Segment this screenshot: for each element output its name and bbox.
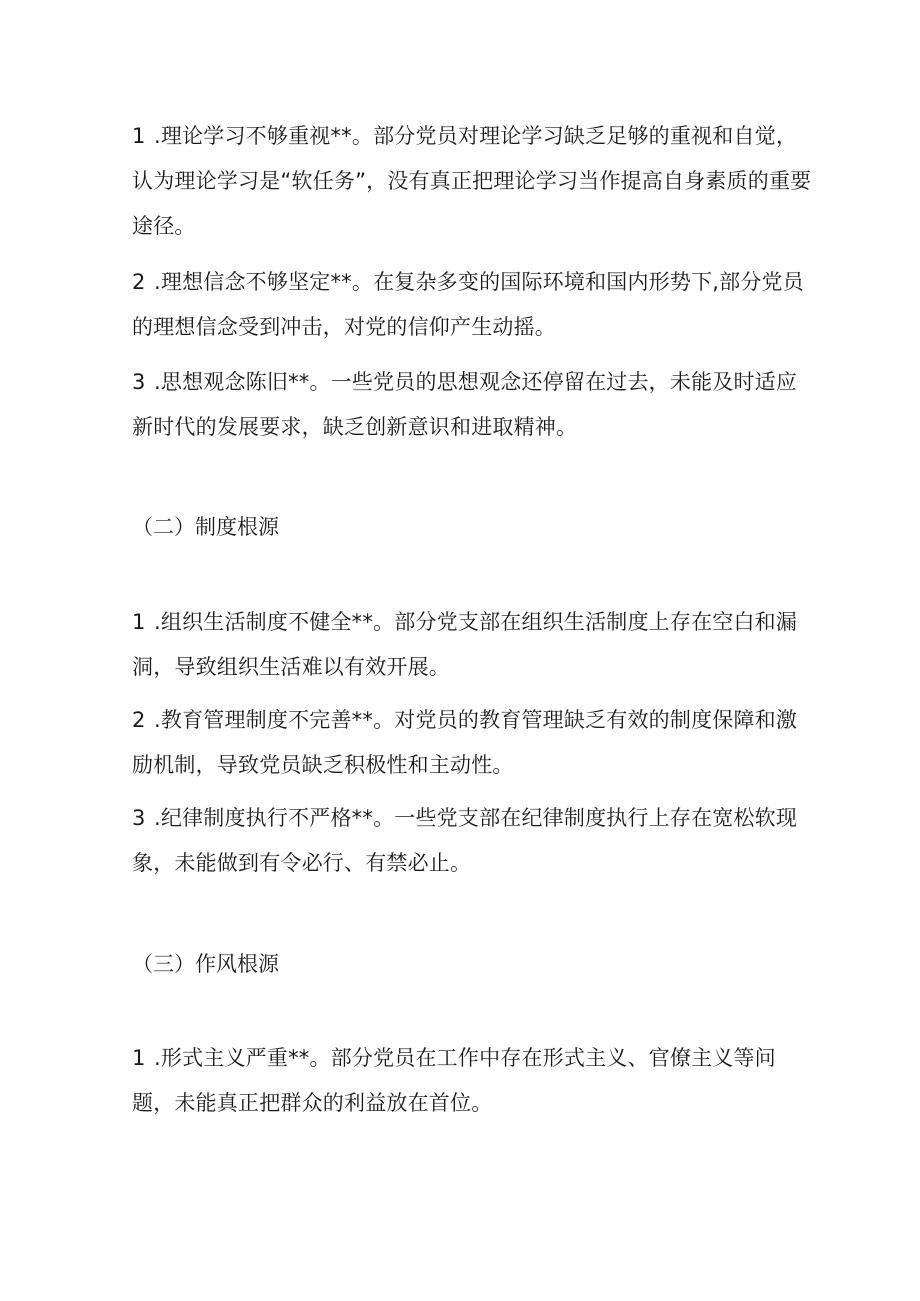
paragraph-education-management bbox=[132, 698, 812, 788]
item-number: 2 bbox=[132, 270, 146, 294]
item-text: .理论学习不够重视**。部分党员对理论学习缺乏足够的重视和自觉，认为理论学习是“软任务”，没有真正把理论学习当作提高自身素质的重要途径。 bbox=[132, 124, 812, 238]
paragraph-organization-life bbox=[132, 600, 812, 690]
item-number: 1 bbox=[132, 124, 146, 148]
item-number: 1 bbox=[132, 610, 146, 634]
item-text: .纪律制度执行不严格**。一些党支部在纪律制度执行上存在宽松软现象，未能做到有令必行、有禁必止。 bbox=[132, 806, 798, 875]
paragraph-outdated-thinking bbox=[132, 360, 812, 450]
paragraph-discipline-enforcement bbox=[132, 796, 812, 886]
item-number: 1 bbox=[132, 1046, 146, 1070]
item-number: 3 bbox=[132, 370, 146, 394]
item-number: 2 bbox=[132, 708, 146, 732]
item-text: .形式主义严重**。部分党员在工作中存在形式主义、官僚主义等问题，未能真正把群众的利益放在首位。 bbox=[132, 1046, 776, 1115]
section-heading-work-style-roots: （三）作风根源 bbox=[132, 952, 279, 976]
paragraph-theory-study bbox=[132, 114, 812, 249]
paragraph-ideals-belief bbox=[132, 260, 812, 350]
item-text: .组织生活制度不健全**。部分党支部在组织生活制度上存在空白和漏洞，导致组织生活难以有效开展。 bbox=[132, 610, 798, 679]
item-text: .思想观念陈旧**。一些党员的思想观念还停留在过去，未能及时适应新时代的发展要求，缺乏创新意识和进取精神。 bbox=[132, 370, 798, 439]
section-heading-institutional-roots: （二）制度根源 bbox=[132, 515, 279, 539]
item-number: 3 bbox=[132, 806, 146, 830]
item-text: .理想信念不够坚定**。在复杂多变的国际环境和国内形势下,部分党员的理想信念受到冲击，对党的信仰产生动摇。 bbox=[132, 270, 804, 339]
item-text: .教育管理制度不完善**。对党员的教育管理缺乏有效的制度保障和激励机制，导致党员缺乏积极性和主动性。 bbox=[132, 708, 798, 777]
paragraph-formalism bbox=[132, 1036, 812, 1126]
